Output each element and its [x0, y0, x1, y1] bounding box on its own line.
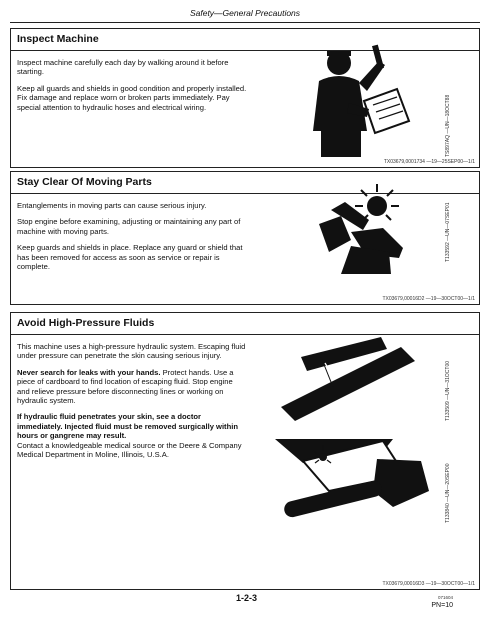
section-title: Stay Clear Of Moving Parts	[11, 172, 479, 194]
section-moving-parts	[10, 171, 480, 305]
section-title: Inspect Machine	[11, 29, 479, 51]
pn-number: PN=10	[431, 602, 453, 609]
entanglement-illustration	[311, 180, 421, 280]
operator-inspection-illustration	[309, 41, 419, 159]
section-body	[17, 201, 247, 278]
paragraph: Entanglements in moving parts can cause serious injury.	[17, 201, 207, 210]
warning-bold: Never search for leaks with your hands.	[17, 367, 161, 377]
page-header: Safety—General Precautions	[10, 6, 480, 23]
paragraph-rest: Protect hands. Use a piece of cardboard to find location of escaping fluid. Stop engine and relieve pressure before disconnecting lines or working on hydraulic system.	[17, 367, 234, 406]
image-code: T133840 —UN—20SEP00	[445, 463, 451, 523]
paragraph: Inspect machine carefully each day by walking around it before starting.	[17, 58, 229, 77]
section-high-pressure-fluids	[10, 312, 480, 590]
paragraph	[17, 368, 247, 406]
page-number: 1-2-3	[235, 593, 257, 603]
paragraph-rest: Contact a knowledgeable medical source or the Deere & Company Medical Department in Moline, Illinois, U.S.A.	[17, 440, 242, 460]
reference-code: TX03679,00016D2 —19—30OCT00—1/1	[382, 296, 475, 302]
warning-bold: If hydraulic fluid penetrates your skin, see a doctor immediately. Injected fluid must be removed surgically within hours or gangrene may result.	[17, 412, 238, 441]
image-code: TS897AQ —UN—18OCT88	[445, 94, 451, 157]
footer-code: 071604	[437, 595, 453, 600]
section-body	[17, 58, 247, 119]
section-body	[17, 342, 247, 466]
image-code: T133592 —UN—07SEP01	[445, 202, 451, 262]
paragraph	[17, 412, 247, 459]
paragraph: Keep guards and shields in place. Replace any guard or shield that has been removed for access as soon as service or repair is complete.	[17, 243, 243, 272]
image-code: T133509 —UN—31OCT00	[445, 360, 451, 421]
paragraph: Keep all guards and shields in good condition and properly installed. Fix damage and replace worn or broken parts immediately. Pay special attention to hydraulic hoses and electrical wiring.	[17, 83, 247, 112]
hand-leak-illustration	[281, 327, 431, 427]
reference-code: TX03679,0001734 —19—25SEP00—1/1	[383, 159, 475, 165]
reference-code: TX03679,00016D3 —19—30OCT00—1/1	[382, 581, 475, 587]
fluid-injection-illustration	[273, 431, 433, 521]
section-inspect-machine	[10, 28, 480, 168]
section-title: Avoid High-Pressure Fluids	[11, 313, 479, 335]
paragraph: Stop engine before examining, adjusting or maintaining any part of machine with moving parts.	[17, 217, 241, 236]
paragraph: This machine uses a high-pressure hydraulic system. Escaping fluid under pressure can penetrate the skin causing serious injury.	[17, 342, 246, 361]
